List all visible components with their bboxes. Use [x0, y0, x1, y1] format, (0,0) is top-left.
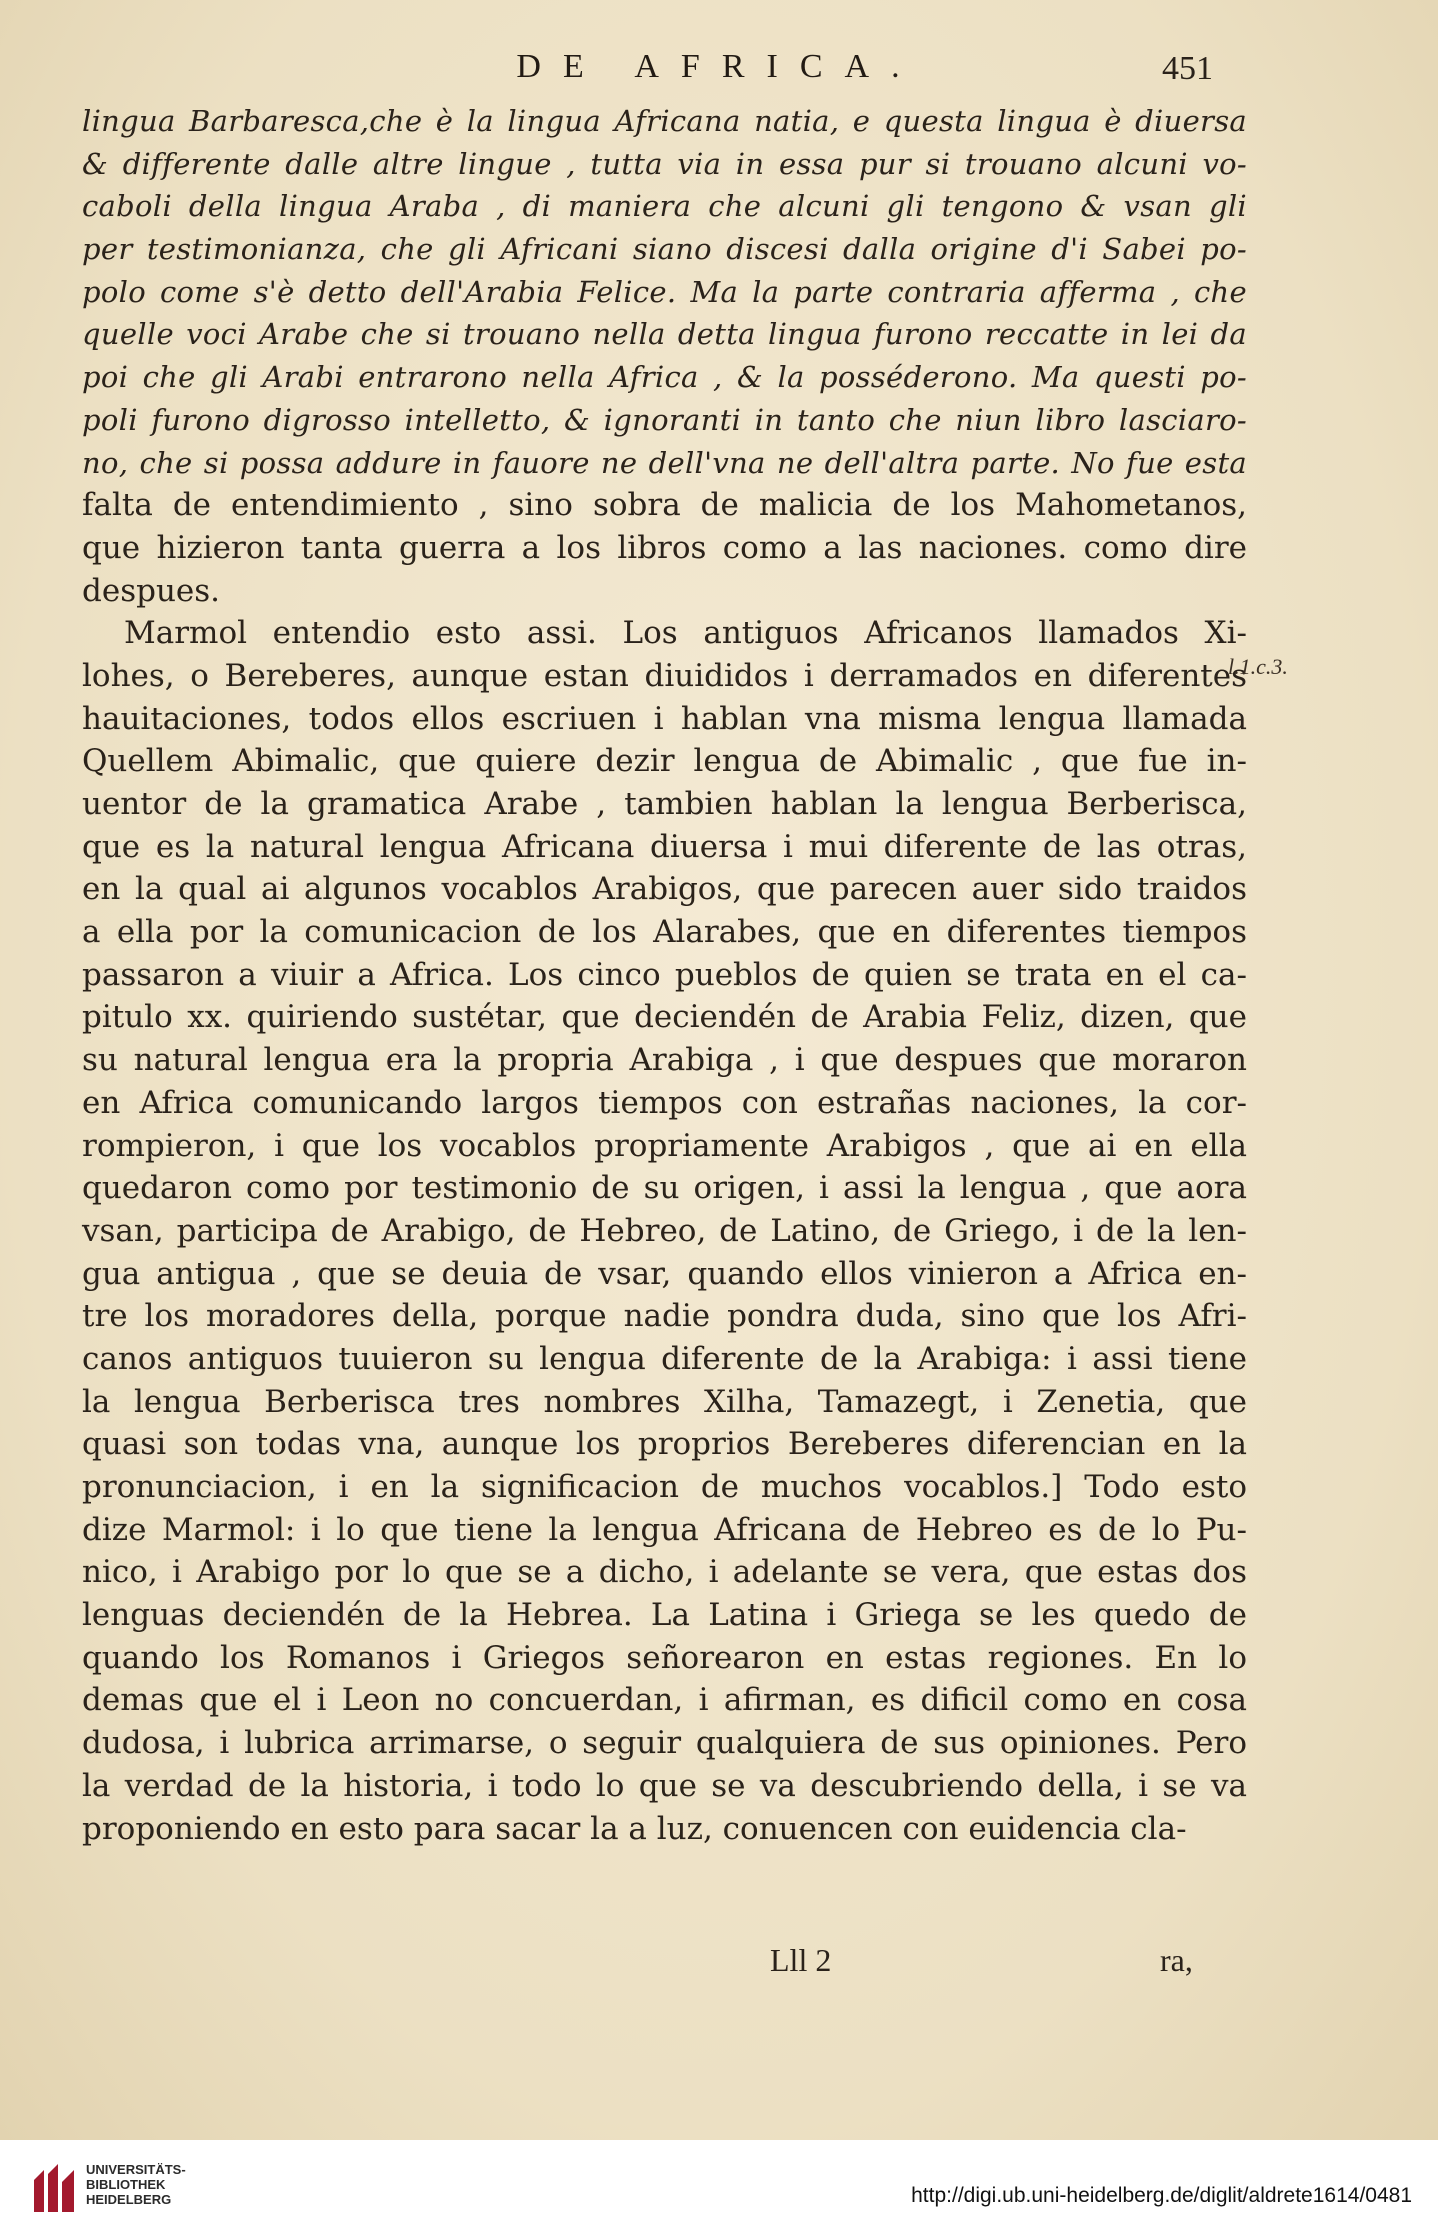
text-line: que hizieron tanta guerra a los libros como a las naciones. como dire: [82, 529, 1247, 566]
text-line: lingua Barbaresca,che è la lingua Africana natia, e questa lingua è diuersa: [82, 104, 1247, 138]
text-line: poli furono digrosso intelletto, & ignoranti in tanto che niun libro lasciaro-: [82, 402, 1247, 437]
text-line: polo come s'è detto dell'Arabia Felice. Ma la parte contraria afferma , che: [82, 274, 1247, 309]
catchword: ra,: [1160, 1942, 1193, 1978]
library-name-line: UNIVERSITÄTS-: [86, 2162, 186, 2177]
margin-note: l.1.c.3.: [1228, 654, 1288, 679]
text-line: hauitaciones, todos ellos escriuen i hablan vna misma lengua llamada: [82, 700, 1247, 737]
page-foot: [0, 1942, 1438, 1982]
page-number: 451: [1162, 50, 1213, 87]
text-line: canos antiguos tuuieron su lengua diferente de la Arabiga: i assi tiene: [82, 1340, 1247, 1377]
text-line: pitulo xx. quiriendo sustétar, que deciendén de Arabia Feliz, dizen, que: [82, 999, 1247, 1036]
running-head: DE AFRICA.: [516, 48, 922, 85]
library-logo-icon: [30, 2160, 78, 2216]
text-line: quasi son todas vna, aunque los proprios Bereberes diferencian en la: [82, 1426, 1247, 1463]
text-line: no, che si possa addure in fauore ne dell'vna ne dell'altra parte. No fue esta: [82, 445, 1247, 480]
text-line: despues.: [82, 572, 221, 609]
signature-mark: Lll 2: [770, 1942, 832, 1978]
footer-bar: [0, 2140, 1438, 2235]
text-line: Quellem Abimalic, que quiere dezir lengua de Abimalic , que fue in-: [82, 743, 1247, 780]
page-header: [0, 48, 1438, 98]
library-name-line: HEIDELBERG: [86, 2192, 172, 2207]
text-line: Marmol entendio esto assi. Los antiguos Africanos llamados Xi-: [124, 615, 1247, 652]
text-line: caboli della lingua Araba , di maniera che alcuni gli tengono & vsan gli: [82, 189, 1247, 224]
text-line: per testimonianza, che gli Africani siano discesi dalla origine d'i Sabei po-: [82, 232, 1247, 267]
text-line: su natural lengua era la propria Arabiga , i que despues que moraron: [82, 1042, 1247, 1079]
text-line: quelle voci Arabe che si trouano nella detta lingua furono reccatte in lei da: [82, 317, 1247, 352]
text-line: nico, i Arabigo por lo que se a dicho, i adelante se vera, que estas dos: [82, 1554, 1247, 1591]
text-line: vsan, participa de Arabigo, de Hebreo, de Latino, de Griego, i de la len-: [82, 1212, 1247, 1249]
text-line: falta de entendimiento , sino sobra de malicia de los Mahometanos,: [82, 487, 1247, 524]
text-line: & differente dalle altre lingue , tutta via in essa pur si trouano alcuni vo-: [82, 146, 1247, 181]
text-line: uentor de la gramatica Arabe , tambien hablan la lengua Berberisca,: [82, 786, 1247, 822]
text-line: pronunciacion, i en la significacion de muchos vocablos.] Todo esto: [82, 1469, 1247, 1505]
library-name-line: BIBLIOTHEK: [86, 2177, 166, 2192]
library-name: [86, 2162, 186, 2207]
text-line: que es la natural lengua Africana diuersa i mui diferente de las otras,: [82, 828, 1247, 865]
text-line: en la qual ai algunos vocablos Arabigos, que parecen auer sido traidos: [82, 871, 1247, 908]
text-line: lenguas deciendén de la Hebrea. La Latina i Griega se les quedo de: [82, 1597, 1247, 1634]
text-line: la verdad de la historia, i todo lo que se va descubriendo della, i se va: [82, 1767, 1247, 1804]
text-line: rompieron, i que los vocablos propriamente Arabigos , que ai en ella: [82, 1127, 1247, 1164]
text-line: proponiendo en esto para sacar la a luz, conuencen con euidencia cla-: [82, 1810, 1187, 1847]
text-line: tre los moradores della, porque nadie pondra duda, sino que los Afri-: [82, 1298, 1247, 1335]
body-text: [82, 100, 1247, 1850]
text-line: quedaron como por testimonio de su origen, i assi la lengua , que aora: [82, 1170, 1247, 1207]
text-line: poi che gli Arabi entrarono nella Africa , & la posséderono. Ma questi po-: [82, 360, 1247, 395]
text-line: dize Marmol: i lo que tiene la lengua Africana de Hebreo es de lo Pu-: [82, 1511, 1247, 1548]
text-line: quando los Romanos i Griegos señorearon en estas regiones. En lo: [82, 1639, 1247, 1676]
text-line: demas que el i Leon no concuerdan, i afirman, es dificil como en cosa: [82, 1682, 1247, 1719]
text-line: gua antigua , que se deuia de vsar, quando ellos vinieron a Africa en-: [82, 1255, 1247, 1292]
text-line: lohes, o Bereberes, aunque estan diuididos i derramados en diferentes: [82, 657, 1247, 694]
text-line: passaron a viuir a Africa. Los cinco pueblos de quien se trata en el ca-: [82, 956, 1247, 993]
text-line: dudosa, i lubrica arrimarse, o seguir qualquiera de sus opiniones. Pero: [82, 1725, 1247, 1762]
text-line: en Africa comunicando largos tiempos con estrañas naciones, la cor-: [82, 1084, 1247, 1121]
text-line: la lengua Berberisca tres nombres Xilha, Tamazegt, i Zenetia, que: [82, 1383, 1247, 1420]
text-line: a ella por la comunicacion de los Alarabes, que en diferentes tiempos: [82, 914, 1247, 951]
permalink[interactable]: http://digi.ub.uni-heidelberg.de/diglit/aldrete1614/0481: [911, 2184, 1412, 2207]
